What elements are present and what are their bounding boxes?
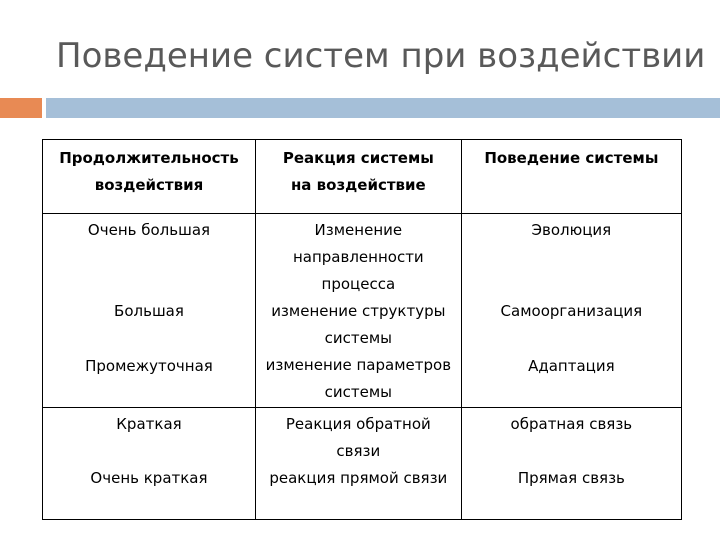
reaction-direction-change: Изменение направленности процесса	[292, 221, 424, 293]
duration-intermediate: Промежуточная	[85, 357, 213, 375]
header-reaction: Реакция системы на воздействие	[255, 140, 461, 214]
slide-title: Поведение систем при воздействии	[56, 36, 706, 76]
behavior-evolution: Эволюция	[531, 221, 612, 239]
reaction-parameter-change: изменение параметров системы	[265, 356, 452, 401]
table-header-row	[43, 140, 682, 214]
reaction-feedforward: реакция прямой связи	[269, 469, 448, 487]
reaction-cell-group2	[255, 408, 461, 520]
accent-bar-blue	[46, 98, 720, 118]
header-behavior: Поведение системы	[461, 140, 681, 214]
table-row-short	[43, 408, 682, 520]
duration-short: Краткая	[116, 415, 182, 433]
duration-very-long: Очень большая	[87, 221, 211, 239]
behavior-cell-group1	[461, 214, 681, 408]
accent-bar-orange	[0, 98, 42, 118]
header-duration: Продолжительность воздействия	[43, 140, 256, 214]
behavior-feedforward: Прямая связь	[517, 469, 625, 487]
behavior-table	[42, 139, 682, 520]
reaction-feedback: Реакция обратной связи	[285, 415, 431, 460]
behavior-feedback: обратная связь	[510, 415, 633, 433]
duration-cell-group2	[43, 408, 256, 520]
duration-cell-group1	[43, 214, 256, 408]
reaction-structure-change: изменение структуры системы	[271, 302, 446, 347]
duration-very-short: Очень краткая	[90, 469, 208, 487]
behavior-cell-group2	[461, 408, 681, 520]
duration-long: Большая	[114, 302, 184, 320]
table-row-long	[43, 214, 682, 408]
behavior-self-organization: Самоорганизация	[500, 302, 643, 320]
reaction-cell-group1	[255, 214, 461, 408]
behavior-adaptation: Адаптация	[528, 357, 615, 375]
